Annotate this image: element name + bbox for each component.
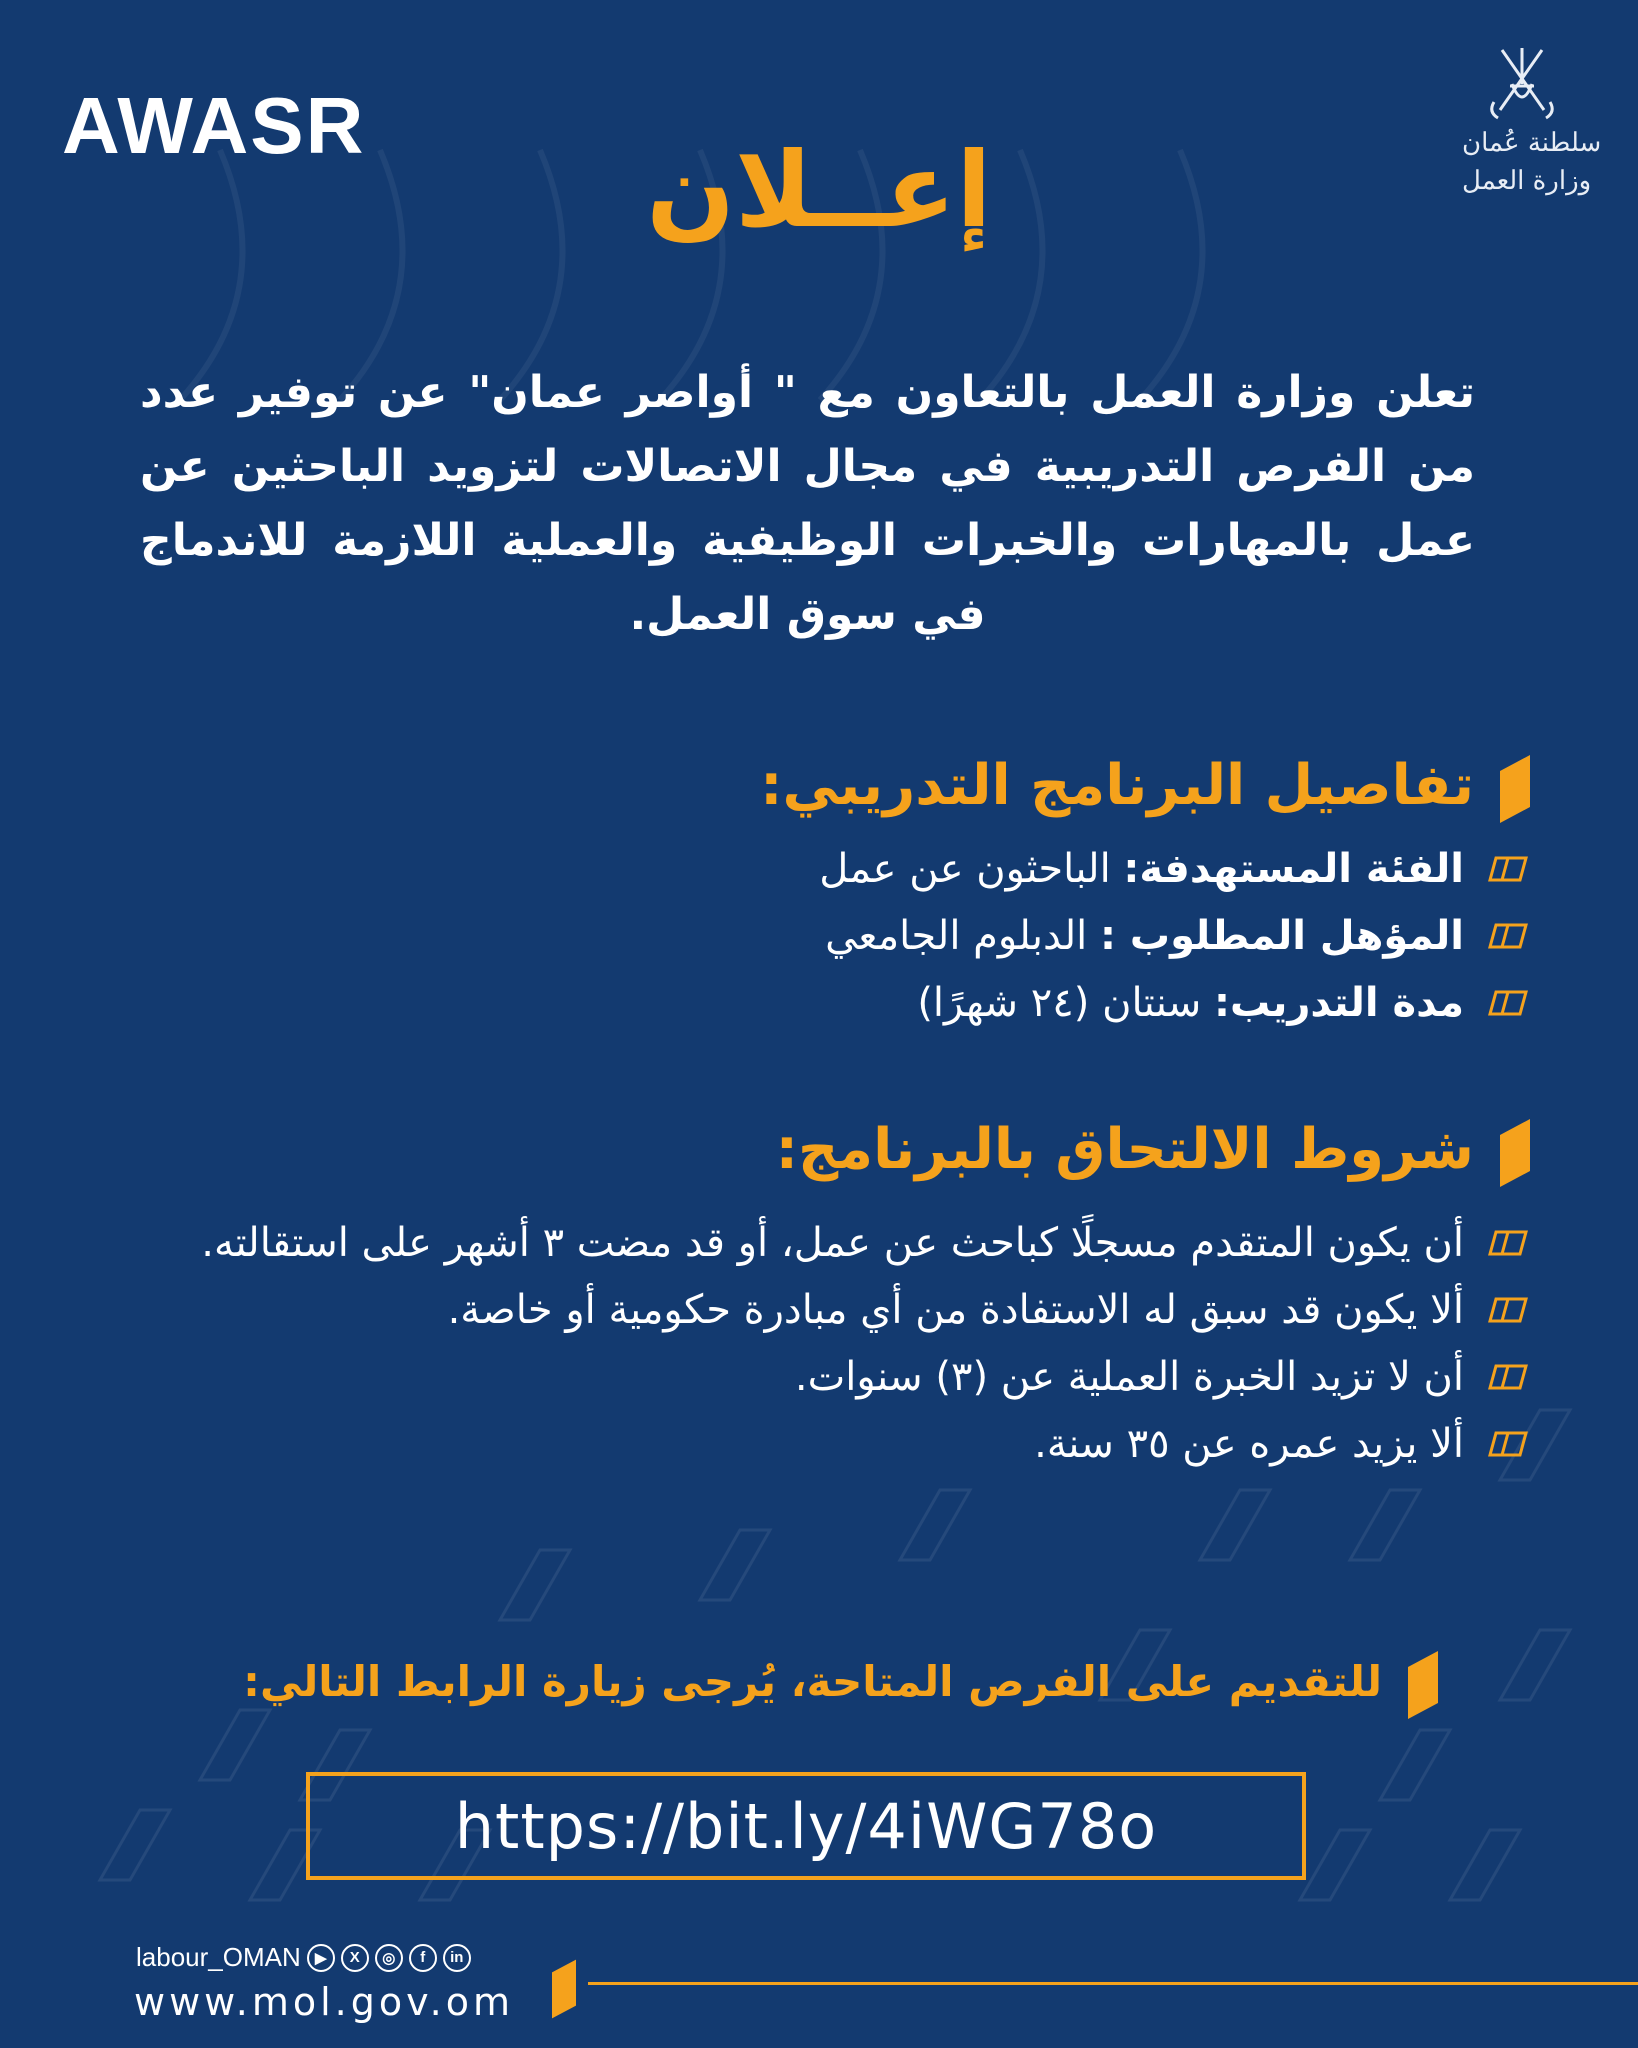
book-bullet-icon [1488, 922, 1532, 950]
item-label: الفئة المستهدفة: [1123, 846, 1464, 892]
program-details-heading-text: تفاصيل البرنامج التدريبي: [760, 753, 1474, 818]
conditions-heading [430, 1116, 1530, 1183]
footer-divider [588, 1982, 1638, 1985]
item-value: الدبلوم الجامعي [825, 913, 1088, 959]
program-details-list [432, 836, 1532, 1037]
program-details-heading [430, 752, 1530, 819]
mol-logo-line1: سلطنة عُمان [1462, 128, 1602, 158]
book-bullet-icon [1488, 1430, 1532, 1458]
awasr-logo: AWASR [62, 81, 366, 170]
website-link[interactable]: www.mol.gov.om [134, 1980, 514, 2024]
facebook-icon[interactable]: f [409, 1944, 437, 1972]
list-item [432, 970, 1532, 1037]
list-item [432, 836, 1532, 903]
item-label: مدة التدريب: [1214, 980, 1464, 1026]
list-item [172, 1411, 1532, 1478]
intro-paragraph: تعلن وزارة العمل بالتعاون مع " أواصر عمان" عن توفير عدد من الفرص التدريبية في مجال الاتصالات لتزويد الباحثين عن عمل بالمهارات والخبرات الوظيفية والعملية اللازمة للاندماج في سوق العمل. [140, 367, 1475, 640]
page-title: إعــلان [646, 129, 992, 251]
item-label: المؤهل المطلوب : [1099, 913, 1464, 959]
application-link[interactable]: https://bit.ly/4iWG78o [306, 1772, 1306, 1880]
item-value: سنتان (٢٤ شهرًا) [917, 980, 1202, 1026]
list-item [432, 903, 1532, 970]
list-item [172, 1344, 1532, 1411]
linkedin-icon[interactable]: in [443, 1944, 471, 1972]
book-bullet-icon [1488, 989, 1532, 1017]
conditions-list [172, 1210, 1532, 1478]
heading-marker-icon [1500, 755, 1530, 823]
conditions-heading-text: شروط الالتحاق بالبرنامج: [775, 1117, 1474, 1182]
item-text: أن لا تزيد الخبرة العملية عن (٣) سنوات. [794, 1354, 1464, 1400]
apply-marker-icon [1408, 1651, 1438, 1719]
item-text: أن يكون المتقدم مسجلًا كباحث عن عمل، أو قد مضت ٣ أشهر على استقالته. [201, 1220, 1464, 1266]
social-handle-row [136, 1942, 471, 1973]
mol-logo-line2: وزارة العمل [1462, 166, 1592, 196]
book-bullet-icon [1488, 1363, 1532, 1391]
item-text: ألا يزيد عمره عن ٣٥ سنة. [1034, 1421, 1464, 1467]
x-icon[interactable]: X [341, 1944, 369, 1972]
list-item [172, 1210, 1532, 1277]
heading-marker-icon [1500, 1119, 1530, 1187]
list-item [172, 1277, 1532, 1344]
item-value: الباحثون عن عمل [819, 846, 1111, 892]
youtube-icon[interactable]: ▶ [307, 1944, 335, 1972]
book-bullet-icon [1488, 855, 1532, 883]
social-handle: labour_OMAN [136, 1942, 301, 1972]
book-bullet-icon [1488, 1229, 1532, 1257]
item-text: ألا يكون قد سبق له الاستفادة من أي مبادرة حكومية أو خاصة. [447, 1287, 1464, 1333]
oman-emblem-icon [1482, 40, 1562, 124]
instagram-icon[interactable]: ◎ [375, 1944, 403, 1972]
apply-instruction [138, 1652, 1438, 1712]
book-bullet-icon [1488, 1296, 1532, 1324]
apply-instruction-text: للتقديم على الفرص المتاحة، يُرجى زيارة الرابط التالي: [243, 1657, 1382, 1706]
